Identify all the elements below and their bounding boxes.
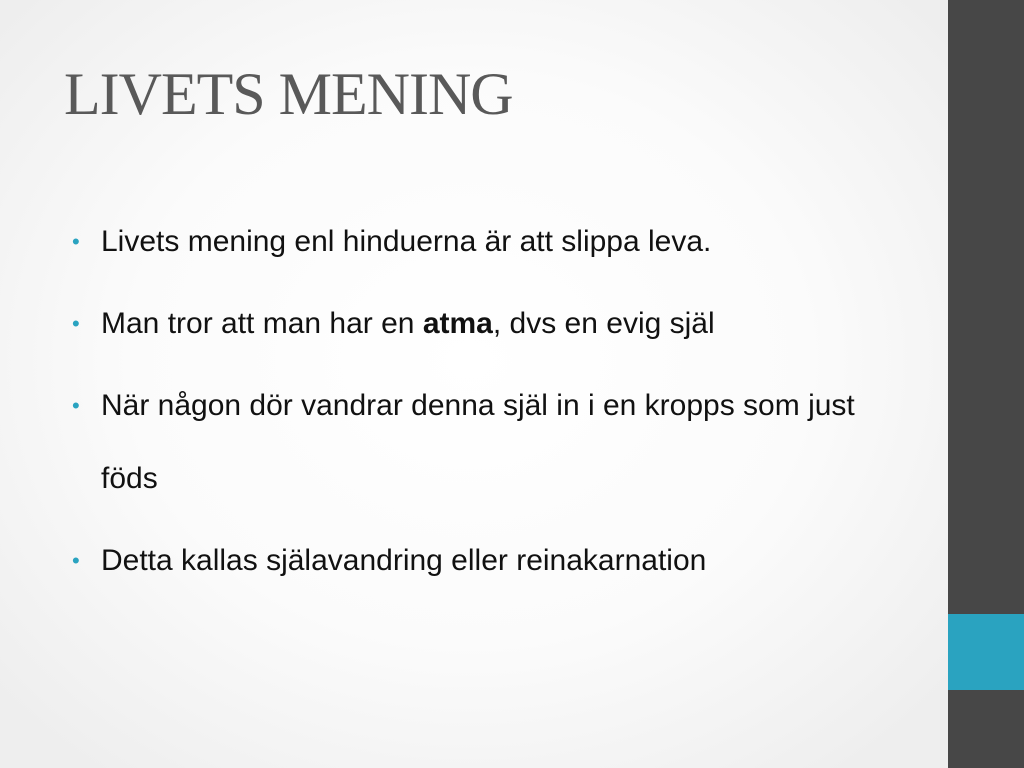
bullet-item <box>72 524 892 597</box>
bullet-text: När någon dör vandrar denna själ in i en kropps som just föds <box>101 389 855 495</box>
bullet-dot-icon: • <box>72 229 80 254</box>
bullet-text: Detta kallas själavandring eller reinakarnation <box>101 544 707 577</box>
bullet-dot-icon: • <box>72 311 80 336</box>
bullet-list <box>72 205 892 606</box>
accent-block <box>948 614 1024 690</box>
bullet-dot-icon: • <box>72 548 80 573</box>
bullet-text-bold: atma <box>422 307 493 340</box>
right-sidebar-bar <box>948 0 1024 768</box>
bullet-item <box>72 369 892 515</box>
bullet-text: Livets mening enl hinduerna är att slippa leva. <box>101 225 712 258</box>
bullet-item <box>72 205 892 278</box>
bullet-item <box>72 287 892 360</box>
bullet-text-before: Man tror att man har en <box>101 307 423 340</box>
bullet-dot-icon: • <box>72 393 80 418</box>
bullet-text-after: , dvs en evig själ <box>492 307 715 340</box>
slide-title: LIVETS MENING <box>64 61 513 127</box>
